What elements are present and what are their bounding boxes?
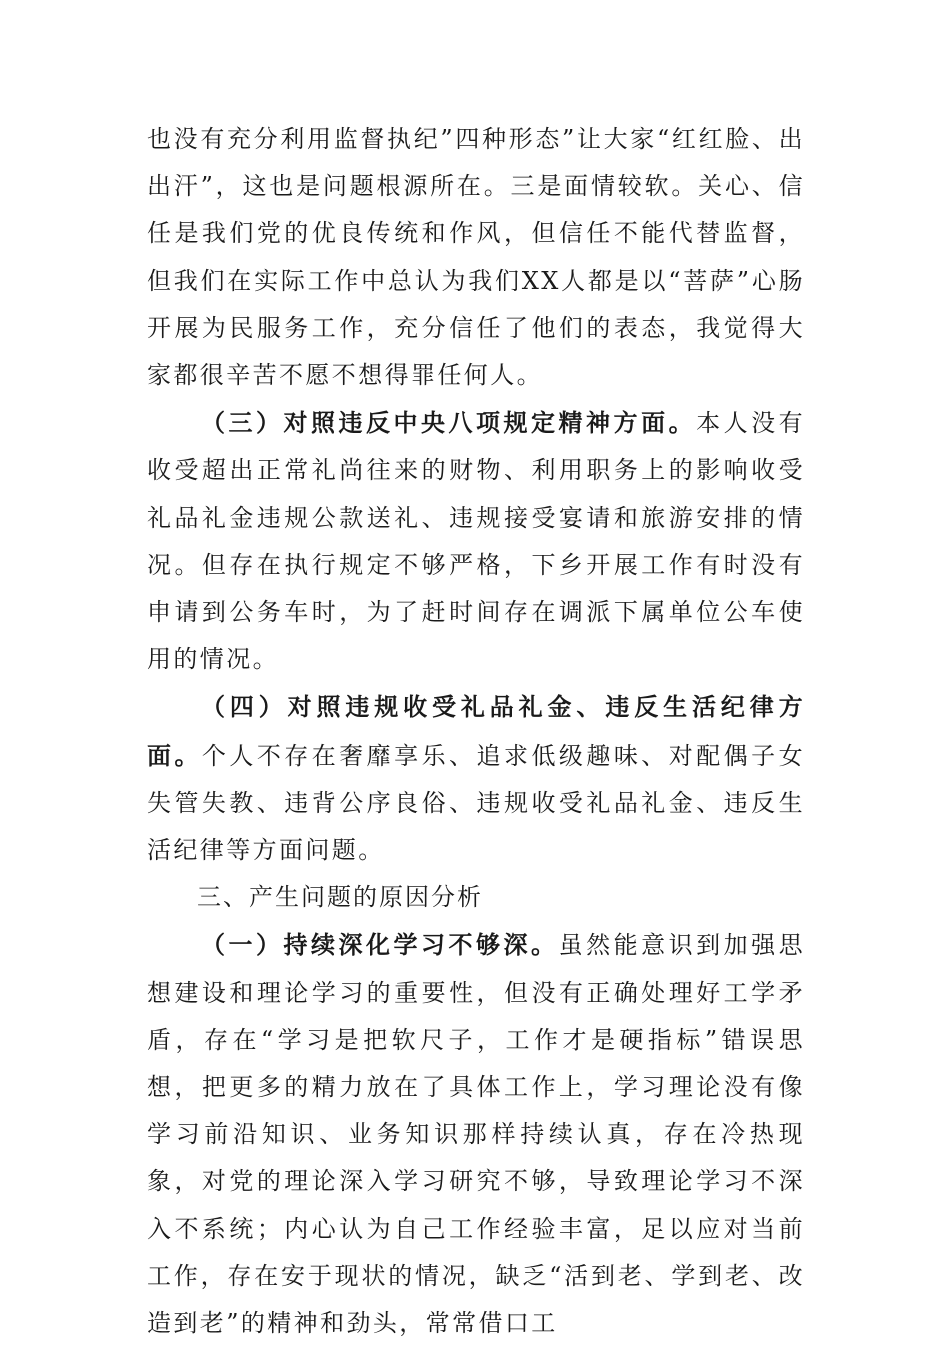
paragraph-lead: （三）对照违反中央八项规定精神方面。 [201,408,697,438]
paragraph-text: 虽然能意识到加强思想建设和理论学习的重要性，但没有正确处理好工学矛盾，存在“学习是把软尺子，工作才是硬指标”错误思想，把更多的精力放在了具体工作上，学习理论没有像学习前沿知识、业务知识那样持续认真，存在冷热现象，对党的理论深入学习研究不够，导致理论学习不深入不系统；内心认为自己工作经验丰富，足以应对当前工作，存在安于现状的情况，缺乏“活到老、学到老、改造到老”的精神和劲头，常常借口工 [147,931,805,1338]
paragraph-text: 本人没有收受超出正常礼尚往来的财物、利用职务上的影响收受礼品礼金违规公款送礼、违规接受宴请和旅游安排的情况。但存在执行规定不够严格，下乡开展工作有时没有申请到公务车时，为了赶时间存在调派下属单位公车使用的情况。 [147,409,805,674]
paragraph-text: 也没有充分利用监督执纪”四种形态”让大家“红红脸、出出汗”，这也是问题根源所在。三是面情较软。关心、信任是我们党的优良传统和作风，但信任不能代替监督，但我们在实际工作中总认为我们XX人都是以“菩萨”心肠开展为民服务工作，充分信任了他们的表态，我觉得大家都很辛苦不愿不想得罪任何人。 [147,125,805,390]
paragraph-lead: （四）对照违规收受礼品礼金、违反生活纪律方面。 [147,692,805,770]
section-heading [147,874,805,921]
paragraph-lead: （一）持续深化学习不够深。 [201,930,559,960]
paragraph-cause-1 [147,921,805,1347]
document-body [147,116,805,1347]
section-heading-text: 三、产生问题的原因分析 [197,883,483,912]
paragraph-section-4 [147,683,805,874]
paragraph-continuation [147,116,805,399]
paragraph-section-3 [147,399,805,683]
paragraph-text: 个人不存在奢靡享乐、追求低级趣味、对配偶子女失管失教、违背公序良俗、违规收受礼品礼金、违反生活纪律等方面问题。 [147,741,805,865]
